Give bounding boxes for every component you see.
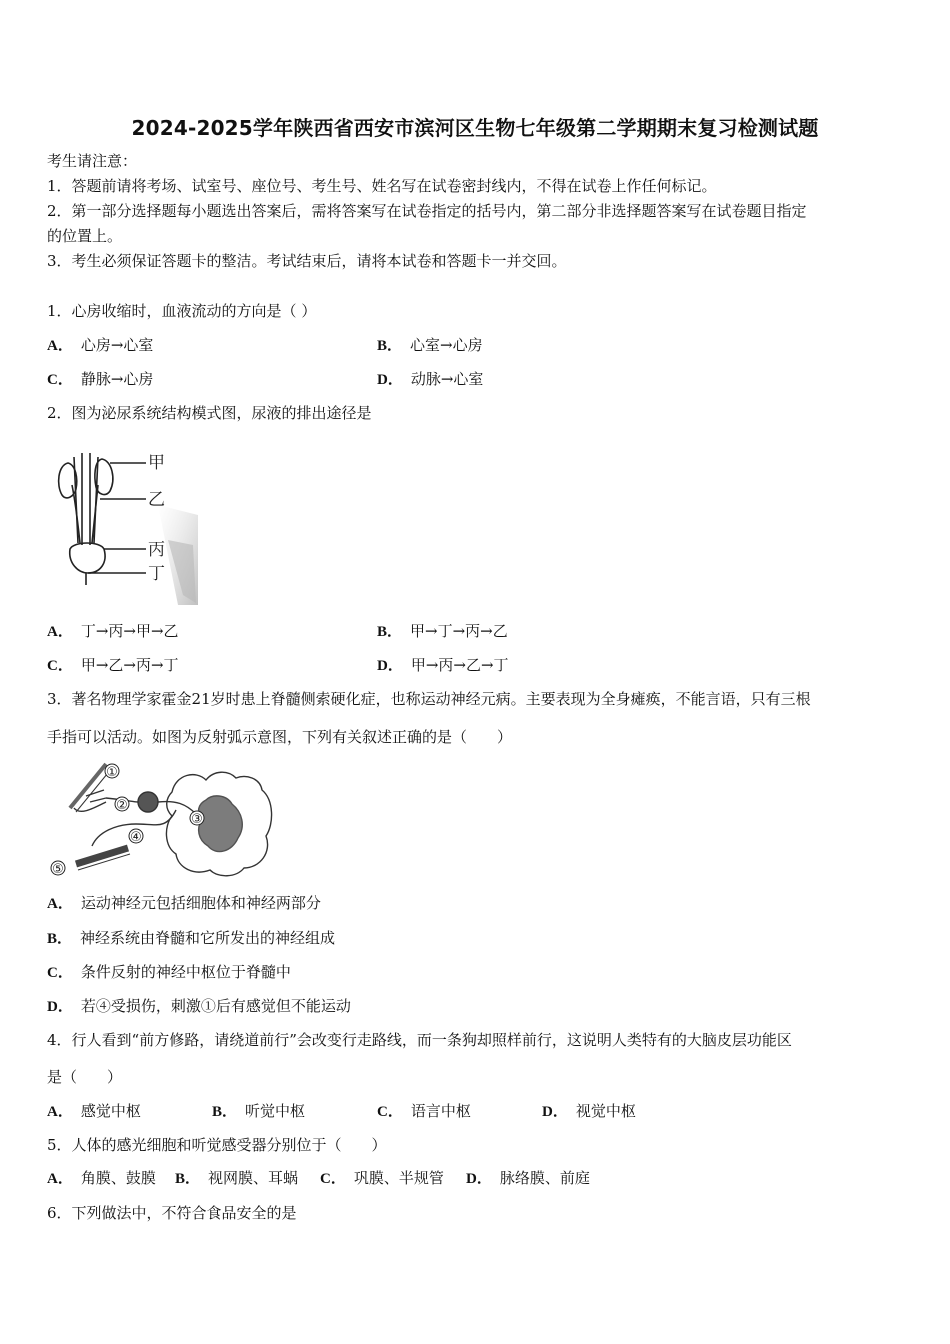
q1-option-a[interactable] [47,336,153,355]
notice-item: 1．答题前请将考场、试室号、座位号、考生号、姓名写在试卷密封线内，不得在试卷上作任何标记。 [47,177,717,195]
option-text: 静脉→心房 [80,370,154,388]
option-text: 视网膜、耳蜗 [208,1169,299,1187]
page-title: 2024-2025学年陕西省西安市滨河区生物七年级第二学期期末复习检测试题 [131,116,819,140]
q4-option-c[interactable] [377,1102,471,1121]
notice-item: 3．考生必须保证答题卡的整洁。考试结束后，请将本试卷和答题卡一并交回。 [47,252,567,270]
option-letter: B． [377,338,403,354]
label-bing: 丙 [148,540,165,560]
label-yi: 乙 [148,490,165,510]
q1-option-d[interactable] [377,370,483,389]
urinary-system-figure [48,445,198,607]
q5-option-b[interactable] [175,1169,298,1188]
question-4-stem-cont: 是（ ） [47,1068,123,1086]
option-letter: D． [542,1104,568,1120]
q2-option-d[interactable] [377,656,509,675]
label-1: ① [106,765,118,780]
option-text: 运动神经元包括细胞体和神经两部分 [80,894,321,912]
reflex-arc-figure [46,760,278,882]
option-letter: C． [320,1171,346,1187]
option-letter: B． [377,624,403,640]
label-5: ⑤ [52,862,64,877]
q3-option-b[interactable] [47,929,335,948]
option-text: 甲→丙→乙→丁 [410,656,509,674]
option-letter: B． [212,1104,238,1120]
label-2: ② [116,798,128,813]
option-text: 若④受损伤，刺激①后有感觉但不能运动 [80,997,351,1015]
option-text: 甲→乙→丙→丁 [80,656,179,674]
question-5-stem: 5．人体的感光细胞和听觉感受器分别位于（ ） [47,1136,387,1154]
q2-option-c[interactable] [47,656,179,675]
q5-option-a[interactable] [47,1169,156,1188]
q1-option-c[interactable] [47,370,153,389]
option-text: 动脉→心室 [410,370,484,388]
question-6-stem: 6．下列做法中，不符合食品安全的是 [47,1204,297,1222]
q4-option-a[interactable] [47,1102,141,1121]
option-text: 甲→丁→丙→乙 [410,622,508,640]
label-jia: 甲 [148,453,165,473]
label-ding: 丁 [148,564,165,584]
option-letter: A． [47,338,73,354]
option-letter: C． [377,1104,403,1120]
option-text: 神经系统由脊髓和它所发出的神经组成 [80,929,336,947]
question-4-stem: 4．行人看到“前方修路，请绕道前行”会改变行走路线，而一条狗却照样前行，这说明人类特有的大脑皮层功能区 [47,1031,792,1049]
option-text: 角膜、鼓膜 [80,1169,156,1187]
q3-option-a[interactable] [47,894,321,913]
label-3: ③ [191,812,203,827]
option-text: 脉络膜、前庭 [499,1169,590,1187]
option-letter: D． [377,658,403,674]
q3-option-d[interactable] [47,997,351,1016]
q4-option-b[interactable] [212,1102,305,1121]
option-letter: B． [47,931,73,947]
q2-option-a[interactable] [47,622,179,641]
q1-option-b[interactable] [377,336,483,355]
q5-option-c[interactable] [320,1169,444,1188]
label-4: ④ [130,830,142,845]
option-text: 心室→心房 [410,336,483,354]
notice-heading: 考生请注意： [47,152,138,170]
option-letter: A． [47,1171,73,1187]
q3-option-c[interactable] [47,963,291,982]
option-text: 视觉中枢 [575,1102,636,1120]
question-1-stem: 1．心房收缩时，血液流动的方向是（ ） [47,302,317,320]
q4-option-d[interactable] [542,1102,636,1121]
question-2-stem: 2．图为泌尿系统结构模式图，尿液的排出途径是 [47,404,372,422]
q5-option-d[interactable] [466,1169,590,1188]
option-letter: C． [47,372,73,388]
notice-item: 2．第一部分选择题每小题选出答案后，需将答案写在试卷指定的括号内，第二部分非选择题答案写在试卷题目指定 [47,202,807,220]
option-letter: C． [47,965,73,981]
option-letter: A． [47,896,73,912]
option-text: 巩膜、半规管 [353,1169,444,1187]
option-text: 听觉中枢 [245,1102,306,1120]
option-letter: D． [377,372,403,388]
option-letter: D． [47,999,73,1015]
option-text: 语言中枢 [410,1102,471,1120]
option-text: 丁→丙→甲→乙 [80,622,179,640]
q2-option-b[interactable] [377,622,508,641]
option-letter: C． [47,658,73,674]
option-text: 条件反射的神经中枢位于脊髓中 [80,963,291,981]
notice-item: 的位置上。 [47,227,123,245]
question-3-stem: 3．著名物理学家霍金21岁时患上脊髓侧索硬化症，也称运动神经元病。主要表现为全身瘫痪，不能言语，只有三根 [47,690,811,708]
option-letter: B． [175,1171,201,1187]
option-letter: D． [466,1171,492,1187]
option-letter: A． [47,624,73,640]
option-text: 心房→心室 [80,336,154,354]
question-3-stem-cont: 手指可以活动。如图为反射弧示意图，下列有关叙述正确的是（ ） [47,728,513,746]
option-text: 感觉中枢 [80,1102,141,1120]
option-letter: A． [47,1104,73,1120]
